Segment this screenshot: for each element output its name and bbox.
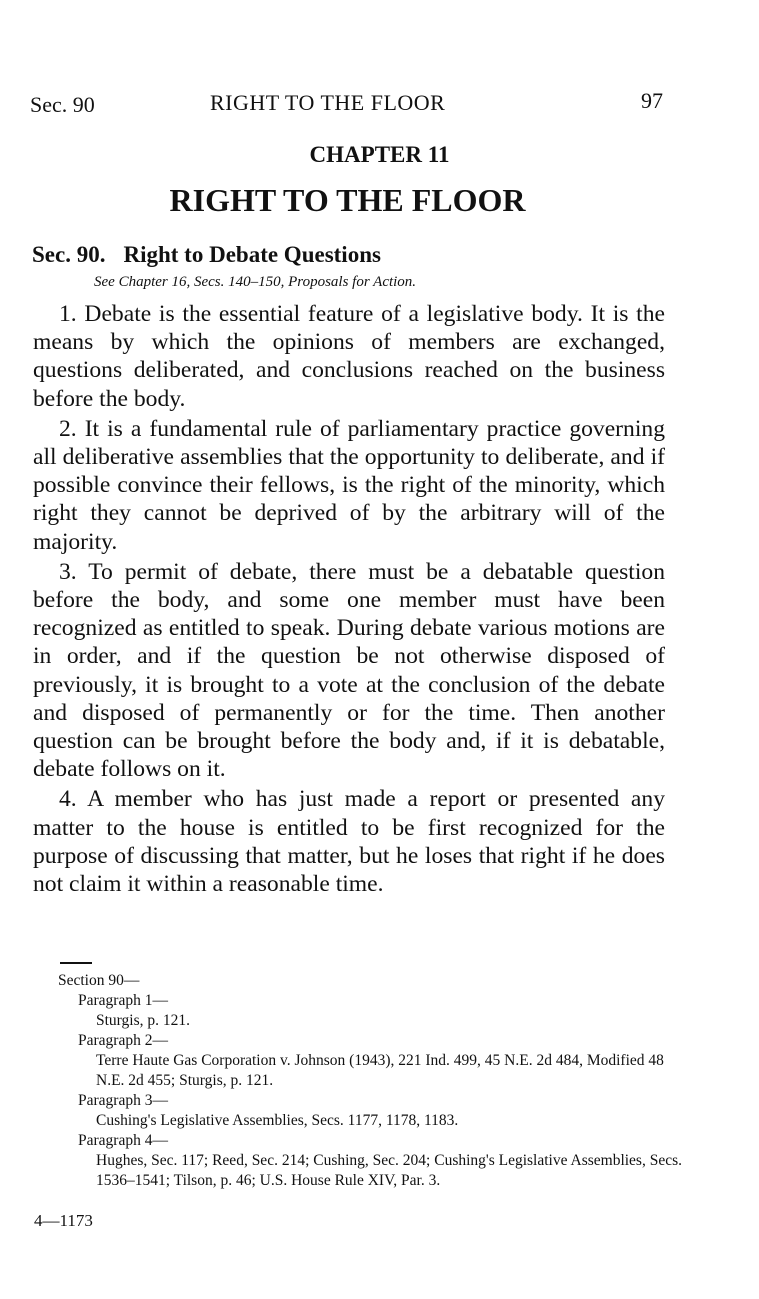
section-title: Right to Debate Questions	[123, 242, 381, 267]
body-text	[33, 300, 665, 900]
section-heading	[32, 242, 381, 268]
footnote-rule	[60, 962, 92, 964]
note-citation: Hughes, Sec. 117; Reed, Sec. 214; Cushing, Sec. 204; Cushing's Legislative Assemblies, Secs. 1536–1541; Tilson, p. 46; U.S. House Rule XIV, Par. 3.	[96, 1152, 683, 1189]
page-number: 97	[641, 88, 663, 113]
section-number: Sec. 90.	[32, 242, 106, 267]
notes-section-label: Section 90—	[58, 972, 140, 989]
paragraph-1: 1. Debate is the essential feature of a legislative body. It is the means by which the opinions of members are exchanged, questions deliberated, and conclusions reached on the business before the body.	[33, 301, 665, 412]
paragraph-3: 3. To permit of debate, there must be a debatable question before the body, and some one member must have been recognized as entitled to speak. During debate various motions are in order, and if the question be not otherwise disposed of previously, it is brought to a vote at the conclusion of the debate and disposed of permanently or for the time. Then another question can be brought before the body and, if it is debatable, debate follows on it.	[33, 558, 665, 783]
running-head	[30, 88, 663, 118]
note-paragraph-label: Paragraph 4—	[78, 1132, 168, 1149]
note-paragraph-label: Paragraph 1—	[78, 992, 168, 1009]
running-head-title: RIGHT TO THE FLOOR	[210, 90, 446, 115]
note-citation: Sturgis, p. 121.	[96, 1012, 191, 1029]
chapter-title: RIGHT TO THE FLOOR	[169, 182, 526, 218]
paragraph-4: 4. A member who has just made a report or presented any matter to the house is entitled to be first recognized for the purpose of discussing that matter, but he loses that right if he does not claim it within a reasonable time.	[33, 786, 665, 898]
footnotes	[58, 971, 683, 1191]
printer-signature: 4—1173	[34, 1211, 93, 1230]
note-citation: Terre Haute Gas Corporation v. Johnson (1943), 221 Ind. 499, 45 N.E. 2d 484, Modified 48 N.E. 2d 455; Sturgis, p. 121.	[96, 1052, 664, 1089]
note-paragraph-label: Paragraph 3—	[78, 1092, 168, 1109]
cross-reference: See Chapter 16, Secs. 140–150, Proposals for Action.	[94, 274, 417, 290]
chapter-label: CHAPTER 11	[309, 142, 450, 167]
note-paragraph-label: Paragraph 2—	[78, 1032, 168, 1049]
note-citation: Cushing's Legislative Assemblies, Secs. 1177, 1178, 1183.	[96, 1112, 459, 1129]
running-head-section: Sec. 90	[30, 92, 95, 117]
paragraph-2: 2. It is a fundamental rule of parliamentary practice governing all deliberative assemblies that the opportunity to deliberate, and if possible convince their fellows, is the right of the minority, which right they cannot be deprived of by the arbitrary will of the majority.	[33, 415, 665, 555]
